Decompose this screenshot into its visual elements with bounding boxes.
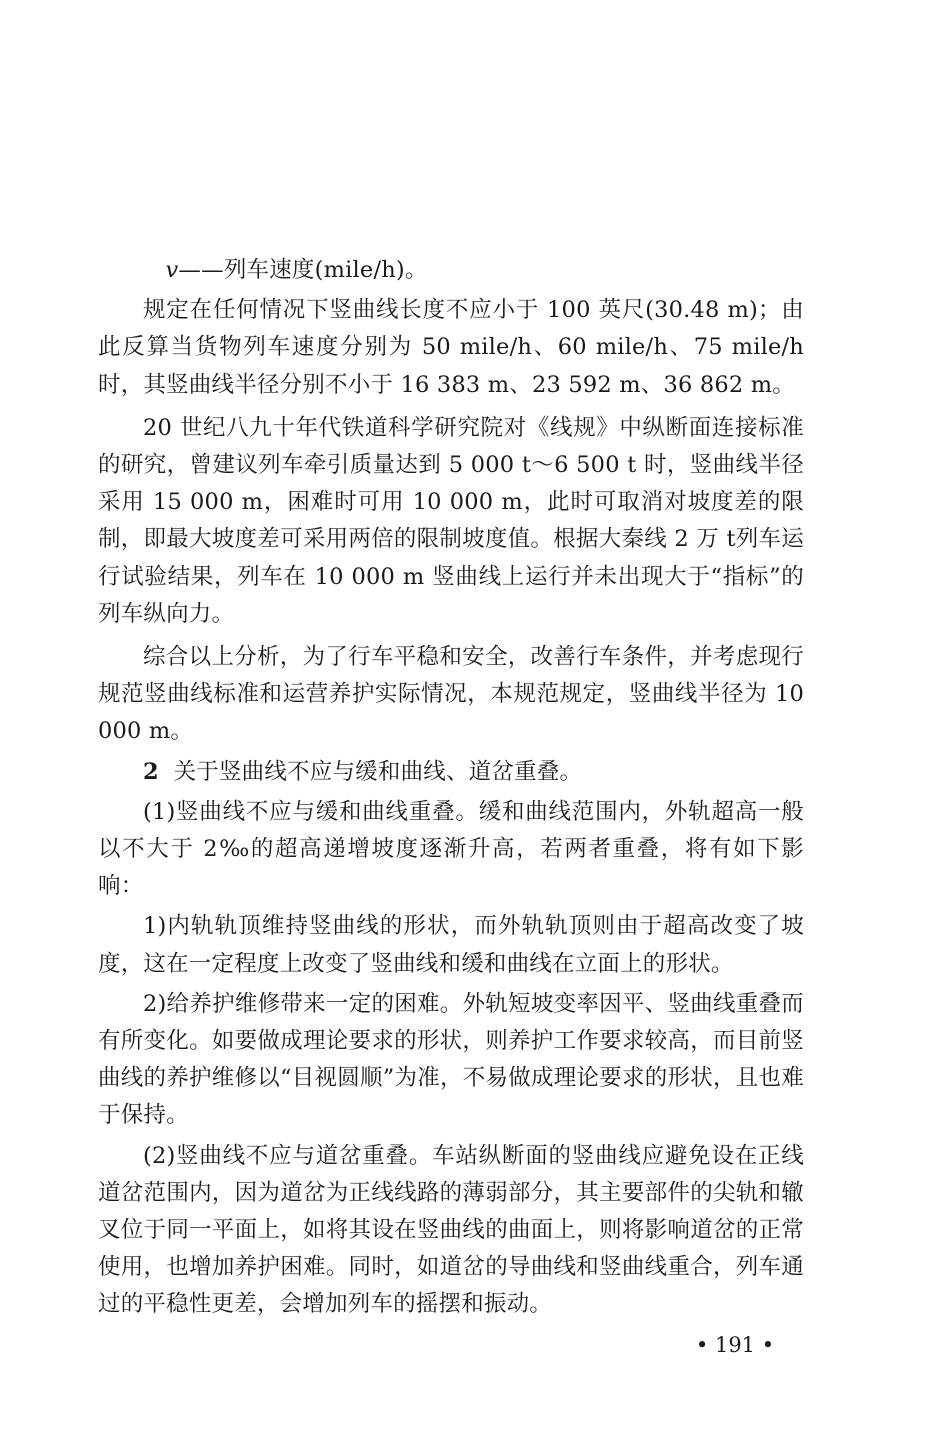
body-text: [98, 252, 804, 1324]
section-title: 关于竖曲线不应与缓和曲线、道岔重叠。: [173, 758, 583, 785]
paragraph-effect-1: 1)内轨轨顶维持竖曲线的形状，而外轨轨顶则由于超高改变了坡度，这在一定程度上改变了竖曲线和缓和曲线在立面上的形状。: [98, 913, 804, 977]
variable-symbol: v: [165, 257, 179, 283]
paragraph-research-history: 20 世纪八九十年代铁道科学研究院对《线规》中纵断面连接标准的研究，曾建议列车牵引质量达到 5 000 t～6 500 t 时，竖曲线半径采用 15 000 m，困难时可用 10 000 m，此时可取消对坡度差的限制，即最大坡度差可采用两倍的限制坡度值。根据大秦线 2 万 t列车运行试验结果，列车在 10 000 m 竖曲线上运行并未出现大于“指标”的列车纵向力。: [98, 414, 804, 627]
section-number: 2: [143, 758, 159, 785]
page-number: • 191 •: [695, 1333, 775, 1357]
paragraph-transition-curve-overlap: (1)竖曲线不应与缓和曲线重叠。缓和曲线范围内，外轨超高一般以不大于 2‰的超高递增坡度逐渐升高，若两者重叠，将有如下影响：: [98, 798, 804, 900]
paragraph-conclusion: 综合以上分析，为了行车平稳和安全，改善行车条件，并考虑现行规范竖曲线标准和运营养护实际情况，本规范规定，竖曲线半径为 10 000 m。: [98, 644, 804, 745]
variable-description: ——列车速度(mile/h)。: [178, 257, 428, 283]
section-heading: [98, 754, 804, 791]
paragraph-effect-2: 2)给养护维修带来一定的困难。外轨短坡变率因平、竖曲线重叠而有所变化。如要做成理论要求的形状，则养护工作要求较高，而目前竖曲线的养护维修以“目视圆顺”为准，不易做成理论要求的形状，且也难于保持。: [98, 990, 804, 1129]
paragraph-vertical-curve-length: 规定在任何情况下竖曲线长度不应小于 100 英尺(30.48 m)；由此反算当货物列车速度分别为 50 mile/h、60 mile/h、75 mile/h时，其竖曲线半径分别不小于 16 383 m、23 592 m、36 862 m。: [98, 297, 804, 398]
variable-definition: [98, 252, 804, 289]
paragraph-turnout-overlap: (2)竖曲线不应与道岔重叠。车站纵断面的竖曲线应避免设在正线道岔范围内，因为道岔为正线线路的薄弱部分，其主要部件的尖轨和辙叉位于同一平面上，如将其设在竖曲线的曲面上，则将影响道岔的正常使用，也增加养护困难。同时，如道岔的导曲线和竖曲线重合，列车通过的平稳性更差，会增加列车的摇摆和振动。: [98, 1142, 804, 1318]
